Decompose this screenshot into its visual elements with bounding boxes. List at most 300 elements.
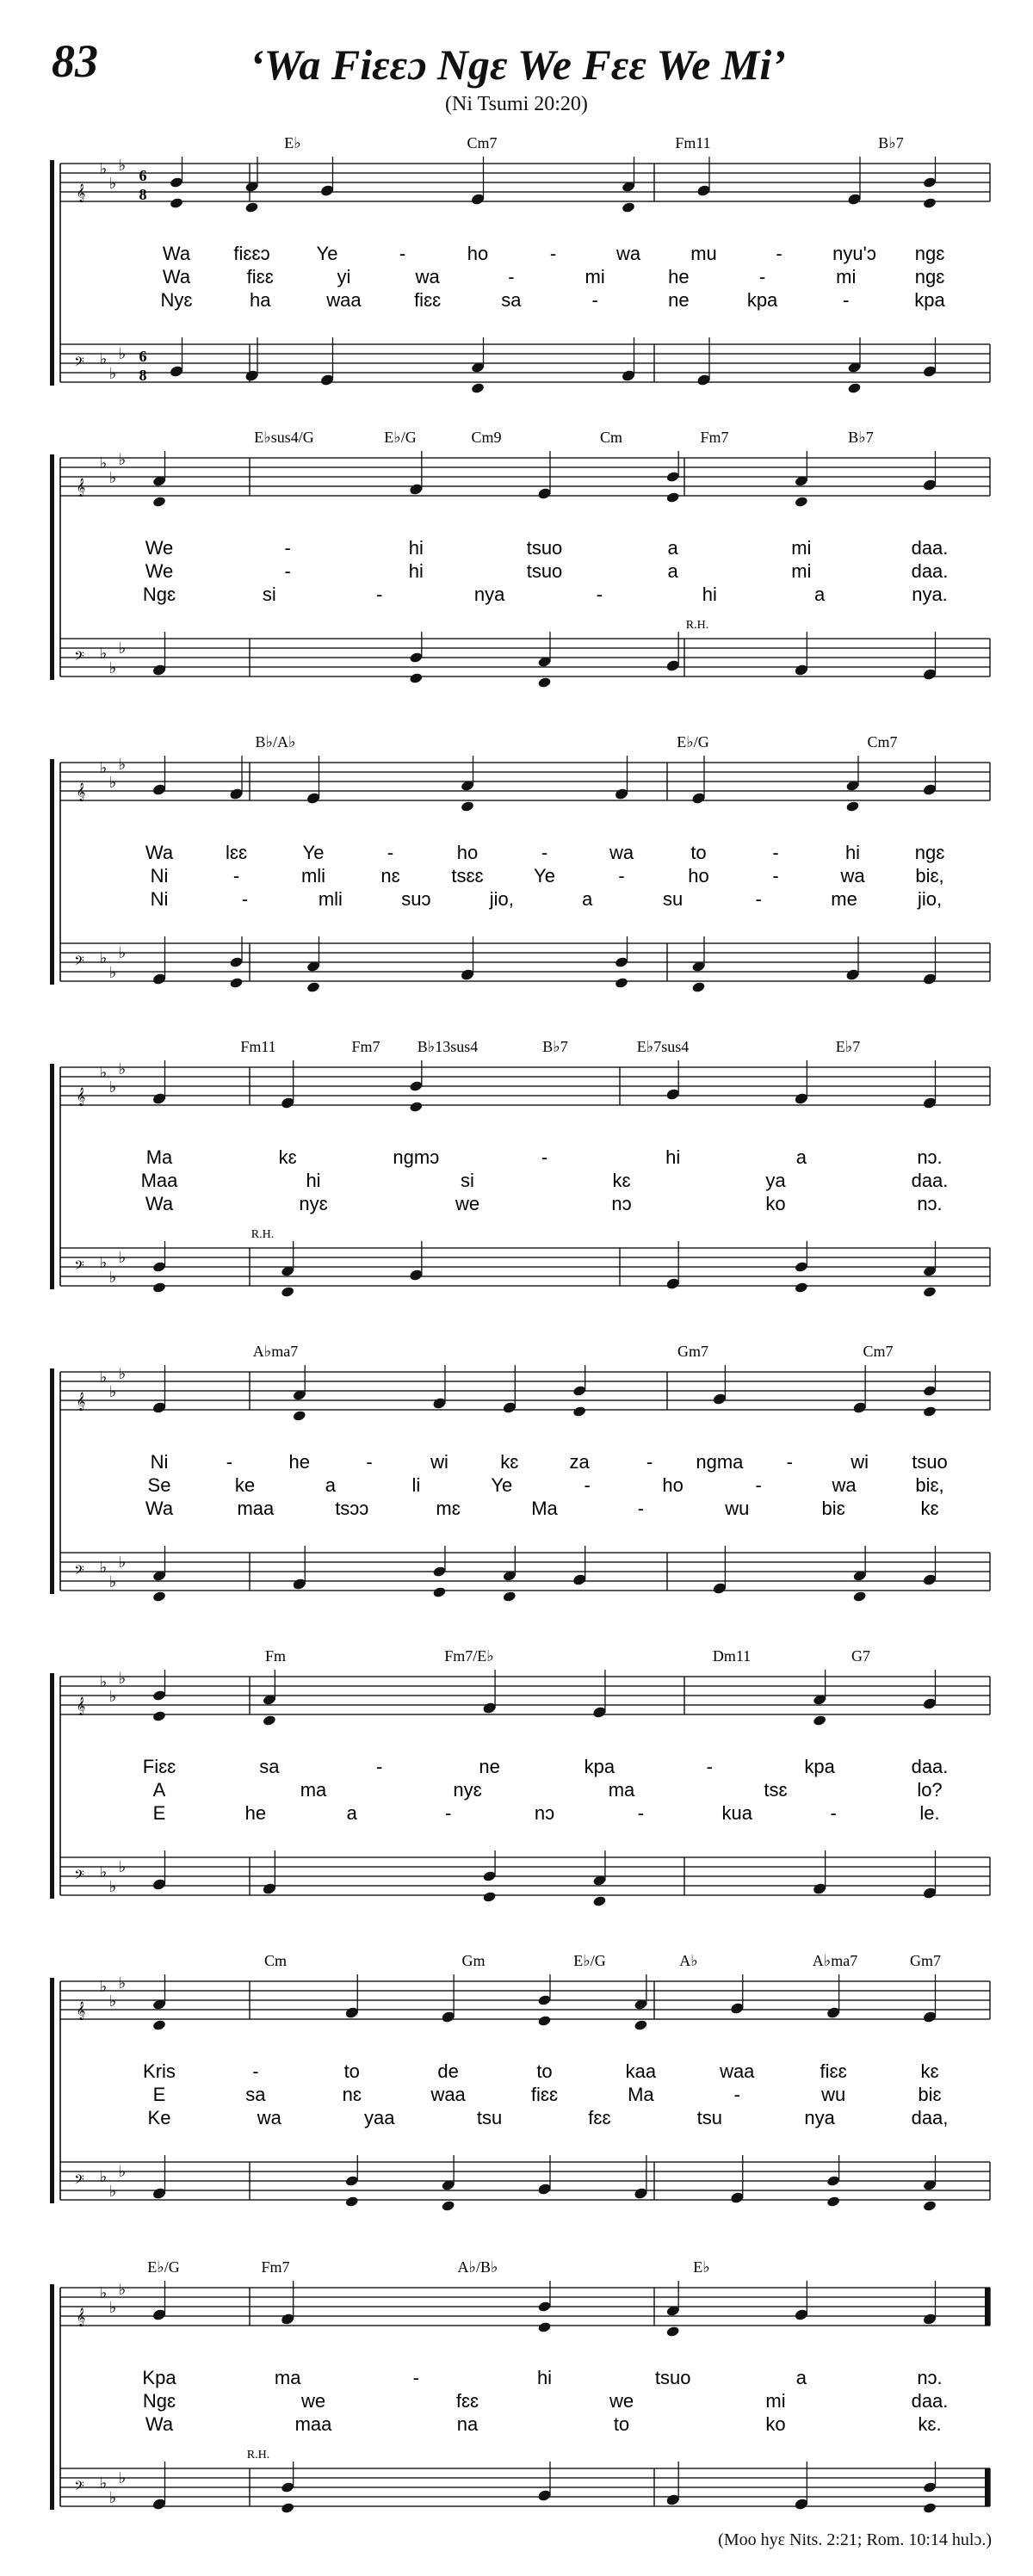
chord-symbol: Fm7/E♭ bbox=[444, 1647, 494, 1665]
notehead bbox=[152, 664, 167, 676]
notehead bbox=[795, 1282, 809, 1294]
lyric-syllable: daa. bbox=[911, 537, 949, 559]
notehead bbox=[152, 2498, 167, 2510]
notehead bbox=[923, 2200, 937, 2212]
lyric-syllable: tsu bbox=[476, 2107, 503, 2128]
chord-symbol: B♭7 bbox=[878, 134, 904, 151]
system-bracket bbox=[50, 1064, 54, 1289]
lyric-syllable: hi bbox=[408, 537, 424, 559]
lyric-syllable: - bbox=[366, 1451, 373, 1473]
lyric-syllable: mi bbox=[791, 560, 812, 582]
lyric-syllable: wa bbox=[615, 243, 641, 264]
lyric-syllable: Ni bbox=[150, 1451, 169, 1473]
lyric-syllable: tsuo bbox=[526, 537, 563, 559]
notehead bbox=[152, 1092, 167, 1104]
lyric-syllable: me bbox=[831, 888, 857, 910]
notehead bbox=[152, 2019, 167, 2031]
lyric-syllable: to bbox=[613, 2413, 630, 2435]
system-6 bbox=[50, 1647, 990, 1907]
notehead bbox=[923, 176, 937, 188]
lyric-syllable: fɛɛ bbox=[455, 2390, 479, 2412]
flat-sign: ♭ bbox=[118, 1249, 127, 1266]
lyric-syllable: biɛ bbox=[821, 1498, 845, 1519]
flat-sign: ♭ bbox=[99, 1254, 108, 1271]
lyric-syllable: daa. bbox=[911, 1170, 949, 1191]
chord-symbol: Dm11 bbox=[712, 1647, 752, 1665]
chord-symbol: E♭ bbox=[284, 134, 301, 151]
notehead bbox=[292, 1578, 306, 1590]
lyric-syllable: tsɛ bbox=[764, 1779, 788, 1801]
lyric-syllable: - bbox=[549, 243, 557, 264]
notehead bbox=[665, 471, 680, 483]
lyric-syllable: nya bbox=[804, 2107, 835, 2128]
lyric-syllable: ho bbox=[456, 842, 479, 863]
lyric-syllable: - bbox=[444, 1802, 452, 1824]
notehead bbox=[482, 1891, 497, 1903]
notehead bbox=[795, 664, 809, 676]
lyric-syllable: kpa bbox=[746, 289, 778, 311]
lyric-syllable: Fiɛɛ bbox=[142, 1756, 176, 1777]
lyric-syllable: biɛ, bbox=[915, 865, 944, 886]
flat-sign: ♭ bbox=[108, 1878, 117, 1895]
lyric-syllable: to bbox=[536, 2060, 553, 2082]
notehead bbox=[572, 1573, 587, 1585]
lyric-syllable: biɛ, bbox=[915, 1474, 944, 1496]
lyric-syllable: - bbox=[830, 1802, 837, 1824]
flat-sign: ♭ bbox=[108, 1383, 117, 1400]
lyric-syllable: kɛ bbox=[278, 1146, 297, 1168]
lyric-syllable: wa bbox=[415, 266, 440, 287]
lyric-syllable: kua bbox=[721, 1802, 752, 1824]
flat-sign: ♭ bbox=[108, 964, 117, 981]
notehead bbox=[795, 496, 809, 508]
lyric-syllable: kɛ. bbox=[918, 2413, 942, 2435]
notehead bbox=[152, 1878, 167, 1890]
notehead bbox=[592, 1706, 607, 1718]
flat-sign: ♭ bbox=[118, 1365, 127, 1382]
notehead bbox=[152, 1261, 167, 1273]
chord-symbol: Fm bbox=[264, 1647, 287, 1665]
lyric-syllable: biɛ bbox=[918, 2084, 942, 2105]
lyric-syllable: E bbox=[152, 1802, 166, 1824]
flat-sign: ♭ bbox=[99, 454, 108, 472]
lyric-syllable: Ma bbox=[628, 2084, 654, 2105]
lyric-syllable: daa, bbox=[911, 2107, 949, 2128]
lyric-syllable: Ye bbox=[491, 1474, 513, 1496]
lyric-syllable: le. bbox=[919, 1802, 940, 1824]
lyric-syllable: Nyɛ bbox=[160, 289, 193, 311]
lyric-syllable: - bbox=[755, 888, 762, 910]
flat-sign: ♭ bbox=[108, 175, 117, 192]
lyric-syllable: Wa bbox=[162, 266, 191, 287]
lyric-syllable: kɛ bbox=[920, 2060, 939, 2082]
notehead bbox=[691, 981, 706, 993]
notehead bbox=[152, 1591, 167, 1603]
lyric-syllable: fɛɛ bbox=[588, 2107, 611, 2128]
chord-symbol: G7 bbox=[851, 1647, 870, 1665]
flat-sign: ♭ bbox=[99, 160, 108, 177]
notehead bbox=[795, 2498, 809, 2510]
lyric-syllable: - bbox=[772, 842, 779, 863]
notehead bbox=[281, 2481, 295, 2493]
notehead bbox=[923, 1286, 937, 1298]
flat-sign: ♭ bbox=[99, 1978, 108, 1995]
lyric-syllable: wu bbox=[725, 1498, 750, 1519]
lyric-syllable: to bbox=[690, 842, 707, 863]
chord-symbol: B♭13sus4 bbox=[417, 1038, 479, 1055]
notehead bbox=[923, 2011, 937, 2023]
flat-sign: ♭ bbox=[118, 345, 127, 362]
chord-symbol: A♭ma7 bbox=[252, 1343, 299, 1360]
chord-symbol: Gm bbox=[461, 1952, 486, 1969]
flat-sign: ♭ bbox=[118, 1554, 127, 1571]
notehead bbox=[923, 1573, 937, 1585]
lyric-syllable: nɔ. bbox=[917, 1146, 943, 1168]
notehead bbox=[923, 1385, 937, 1397]
lyric-syllable: - bbox=[541, 1146, 548, 1168]
treble-clef: 𝄞 bbox=[76, 1088, 86, 1105]
notehead bbox=[263, 1714, 277, 1727]
lyric-syllable: Ye bbox=[302, 842, 325, 863]
lyric-syllable: - bbox=[232, 865, 240, 886]
notehead bbox=[461, 968, 475, 980]
lyric-syllable: fiɛɛ bbox=[530, 2084, 559, 2105]
lyric-syllable: - bbox=[776, 243, 782, 264]
notehead bbox=[170, 365, 184, 377]
chord-symbol: B♭/A♭ bbox=[255, 733, 296, 751]
lyric-syllable: ne bbox=[479, 1756, 500, 1777]
chord-symbol: Cm7 bbox=[863, 1343, 894, 1360]
notehead bbox=[665, 2326, 680, 2338]
notehead bbox=[696, 374, 711, 386]
notehead bbox=[923, 1405, 937, 1418]
notehead bbox=[923, 973, 937, 985]
lyric-syllable: a bbox=[814, 584, 826, 605]
time-signature-bottom: 8 bbox=[139, 186, 147, 203]
flat-sign: ♭ bbox=[99, 949, 108, 967]
lyric-syllable: ne bbox=[668, 289, 690, 311]
lyric-syllable: Ngɛ bbox=[142, 2390, 176, 2412]
notehead bbox=[665, 659, 680, 671]
lyric-syllable: we bbox=[455, 1193, 480, 1214]
notehead bbox=[845, 968, 860, 980]
chord-symbol: Cm7 bbox=[867, 733, 898, 751]
lyric-syllable: - bbox=[387, 842, 394, 863]
lyric-syllable: maa bbox=[237, 1498, 275, 1519]
notehead bbox=[503, 1591, 517, 1603]
flat-sign: ♭ bbox=[108, 1078, 117, 1096]
lyric-syllable: kpa bbox=[584, 1756, 615, 1777]
notehead bbox=[471, 193, 486, 205]
notehead bbox=[432, 1566, 447, 1578]
notehead bbox=[482, 1702, 497, 1714]
lyric-syllable: E bbox=[152, 2084, 166, 2105]
right-hand-marking: R.H. bbox=[246, 2449, 270, 2462]
lyric-syllable: nɛ bbox=[342, 2084, 362, 2105]
notehead bbox=[615, 788, 629, 800]
chord-symbol: B♭7 bbox=[542, 1038, 568, 1055]
flat-sign: ♭ bbox=[118, 1670, 127, 1687]
notehead bbox=[281, 2502, 295, 2514]
lyric-syllable: Maa bbox=[140, 1170, 178, 1191]
flat-sign: ♭ bbox=[99, 1673, 108, 1690]
notehead bbox=[923, 1096, 937, 1109]
notehead bbox=[537, 676, 552, 689]
notehead bbox=[152, 496, 167, 508]
lyric-syllable: kɛ bbox=[500, 1451, 519, 1473]
lyric-syllable: wi bbox=[851, 1451, 869, 1473]
chord-symbol: A♭ bbox=[679, 1952, 698, 1969]
lyric-syllable: jio, bbox=[917, 888, 943, 910]
lyric-syllable: - bbox=[399, 243, 406, 264]
notehead bbox=[845, 800, 860, 812]
flat-sign: ♭ bbox=[108, 1573, 117, 1591]
lyric-syllable: wa bbox=[609, 842, 634, 863]
notehead bbox=[152, 1710, 167, 1722]
chord-symbol: E♭7 bbox=[835, 1038, 861, 1055]
lyric-syllable: - bbox=[637, 1498, 645, 1519]
lyric-syllable: mi bbox=[836, 266, 857, 287]
notehead bbox=[170, 197, 184, 209]
flat-sign: ♭ bbox=[99, 1559, 108, 1576]
chord-symbol: Fm7 bbox=[261, 2258, 290, 2276]
notehead bbox=[826, 2175, 841, 2187]
lyric-syllable: sa bbox=[259, 1756, 280, 1777]
chord-symbol: Cm bbox=[263, 1952, 288, 1969]
bass-clef: 𝄢 bbox=[74, 954, 84, 971]
lyric-syllable: su bbox=[663, 888, 684, 910]
lyric-syllable: na bbox=[456, 2413, 479, 2435]
lyric-syllable: We bbox=[145, 560, 174, 582]
flat-sign: ♭ bbox=[99, 645, 108, 662]
notehead bbox=[152, 1401, 167, 1413]
system-bracket bbox=[50, 454, 54, 680]
notehead bbox=[441, 2200, 455, 2212]
chord-symbol: Gm7 bbox=[677, 1343, 708, 1360]
system-bracket bbox=[50, 1673, 54, 1899]
notehead bbox=[229, 977, 244, 989]
lyric-syllable: - bbox=[646, 1451, 653, 1473]
notehead bbox=[537, 2015, 552, 2027]
lyric-syllable: Ma bbox=[145, 1146, 173, 1168]
lyric-syllable: Ye bbox=[534, 865, 555, 886]
notehead bbox=[923, 479, 937, 491]
notehead bbox=[306, 792, 321, 804]
notehead bbox=[432, 1397, 447, 1409]
notehead bbox=[409, 652, 424, 664]
treble-clef: 𝄞 bbox=[76, 1697, 86, 1714]
lyric-syllable: - bbox=[584, 1474, 591, 1496]
lyric-syllable: jio, bbox=[489, 888, 514, 910]
notehead bbox=[615, 977, 629, 989]
system-1 bbox=[50, 134, 990, 394]
lyric-syllable: kpa bbox=[914, 289, 945, 311]
treble-clef: 𝄞 bbox=[76, 184, 86, 201]
chord-symbol: E♭/G bbox=[147, 2258, 180, 2276]
chord-symbol: Cm bbox=[599, 429, 623, 446]
lyric-syllable: - bbox=[508, 266, 515, 287]
treble-clef: 𝄞 bbox=[76, 2308, 86, 2326]
lyric-syllable: a bbox=[582, 888, 593, 910]
lyric-syllable: waa bbox=[430, 2084, 466, 2105]
notehead bbox=[306, 981, 321, 993]
lyric-syllable: nyɛ bbox=[453, 1779, 482, 1801]
flat-sign: ♭ bbox=[99, 2284, 108, 2301]
notehead bbox=[170, 176, 184, 188]
bass-clef: 𝄢 bbox=[74, 355, 84, 372]
notehead bbox=[923, 1697, 937, 1709]
lyric-syllable: lɛɛ bbox=[225, 842, 248, 863]
notehead bbox=[696, 184, 711, 196]
footer-reference: (Moo hyɛ Nits. 2:21; Rom. 10:14 hulɔ.) bbox=[718, 2530, 992, 2549]
flat-sign: ♭ bbox=[99, 1368, 108, 1386]
lyric-syllable: de bbox=[437, 2060, 459, 2082]
lyric-syllable: wa bbox=[840, 865, 865, 886]
lyric-syllable: hi bbox=[306, 1170, 321, 1191]
time-signature-bottom: 8 bbox=[139, 367, 147, 384]
flat-sign: ♭ bbox=[108, 774, 117, 791]
notehead bbox=[923, 365, 937, 377]
chord-symbol: E♭/G bbox=[677, 733, 709, 751]
lyric-syllable: nɔ bbox=[611, 1193, 632, 1214]
lyric-syllable: - bbox=[591, 289, 598, 311]
notehead bbox=[572, 1385, 587, 1397]
lyric-syllable: hi bbox=[844, 842, 861, 863]
lyric-syllable: Wa bbox=[145, 842, 174, 863]
chord-symbol: Fm7 bbox=[700, 429, 729, 446]
notehead bbox=[263, 1882, 277, 1894]
notehead bbox=[409, 1080, 424, 1092]
lyric-syllable: tsɔɔ bbox=[335, 1498, 369, 1519]
notehead bbox=[537, 1994, 552, 2006]
lyric-syllable: kaa bbox=[625, 2060, 657, 2082]
lyric-syllable: a bbox=[667, 537, 678, 559]
lyric-syllable: hi bbox=[408, 560, 424, 582]
lyric-syllable: wa bbox=[257, 2107, 281, 2128]
lyric-syllable: daa. bbox=[911, 2390, 949, 2412]
bass-clef: 𝄢 bbox=[74, 649, 84, 666]
flat-sign: ♭ bbox=[108, 1688, 117, 1705]
notehead bbox=[281, 1096, 295, 1109]
chord-symbol: A♭ma7 bbox=[812, 1952, 858, 1969]
treble-clef: 𝄞 bbox=[76, 1393, 86, 1410]
notehead bbox=[409, 672, 424, 684]
lyric-syllable: tsuo bbox=[912, 1451, 948, 1473]
lyric-syllable: tsu bbox=[696, 2107, 722, 2128]
lyric-syllable: ko bbox=[765, 2413, 786, 2435]
notehead bbox=[665, 1088, 680, 1100]
system-2 bbox=[50, 429, 990, 689]
right-hand-marking: R.H. bbox=[251, 1228, 275, 1241]
lyric-syllable: lo? bbox=[917, 1779, 943, 1801]
lyric-syllable: mi bbox=[791, 537, 812, 559]
notehead bbox=[244, 369, 259, 381]
chord-symbol: E♭sus4/G bbox=[254, 429, 314, 446]
lyric-syllable: - bbox=[284, 537, 291, 559]
right-hand-marking: R.H. bbox=[685, 619, 709, 632]
lyric-syllable: tsɛɛ bbox=[451, 865, 484, 886]
flat-sign: ♭ bbox=[108, 2183, 117, 2200]
notehead bbox=[615, 956, 629, 968]
bass-clef: 𝄢 bbox=[74, 2172, 84, 2190]
lyric-syllable: Wa bbox=[145, 1193, 174, 1214]
notehead bbox=[409, 1269, 424, 1281]
notehead bbox=[847, 382, 862, 394]
lyric-syllable: fiɛɛɔ bbox=[233, 243, 270, 264]
lyric-syllable: yaa bbox=[363, 2107, 395, 2128]
lyric-syllable: we bbox=[300, 2390, 326, 2412]
system-3 bbox=[50, 733, 990, 993]
lyric-syllable: wi bbox=[430, 1451, 448, 1473]
lyric-syllable: daa. bbox=[911, 1756, 949, 1777]
lyric-syllable: a bbox=[667, 560, 678, 582]
notehead bbox=[537, 2301, 552, 2313]
lyric-syllable: waa bbox=[326, 289, 362, 311]
lyric-syllable: nyu'ɔ bbox=[832, 243, 876, 264]
bass-clef: 𝄢 bbox=[74, 2479, 84, 2496]
notehead bbox=[691, 792, 706, 804]
chord-symbol: E♭ bbox=[693, 2258, 710, 2276]
notehead bbox=[923, 2481, 937, 2493]
notehead bbox=[292, 1410, 306, 1422]
system-7 bbox=[50, 1952, 990, 2212]
system-bracket bbox=[50, 1978, 54, 2203]
flat-sign: ♭ bbox=[99, 350, 108, 368]
notehead bbox=[320, 374, 335, 386]
flat-sign: ♭ bbox=[118, 2469, 127, 2486]
lyric-syllable: - bbox=[376, 584, 383, 605]
lyric-syllable: - bbox=[758, 266, 766, 287]
lyric-syllable: Ni bbox=[150, 865, 169, 886]
lyric-syllable: mu bbox=[690, 243, 717, 264]
lyric-syllable: tsuo bbox=[654, 2367, 691, 2388]
flat-sign: ♭ bbox=[108, 659, 117, 676]
lyric-syllable: - bbox=[733, 2084, 740, 2105]
final-barline bbox=[985, 2468, 990, 2506]
flat-sign: ♭ bbox=[108, 469, 117, 486]
notehead bbox=[152, 2308, 167, 2320]
lyric-syllable: ho bbox=[467, 243, 489, 264]
lyric-syllable: si bbox=[262, 584, 276, 605]
chord-symbol: Gm7 bbox=[910, 1952, 941, 1969]
flat-sign: ♭ bbox=[99, 1064, 108, 1081]
lyric-syllable: nɔ. bbox=[917, 1193, 943, 1214]
lyric-syllable: Ma bbox=[531, 1498, 558, 1519]
time-signature-top: 6 bbox=[139, 167, 147, 184]
lyric-syllable: - bbox=[226, 1451, 233, 1473]
lyric-syllable: ngɛ bbox=[914, 243, 945, 264]
flat-sign: ♭ bbox=[108, 2299, 117, 2316]
lyric-syllable: ko bbox=[765, 1193, 786, 1214]
lyric-syllable: a bbox=[325, 1474, 337, 1496]
flat-sign: ♭ bbox=[118, 2163, 127, 2180]
lyric-syllable: - bbox=[412, 2367, 419, 2388]
lyric-syllable: - bbox=[755, 1474, 762, 1496]
system-8 bbox=[50, 2258, 990, 2514]
notehead bbox=[665, 1277, 680, 1289]
flat-sign: ♭ bbox=[99, 759, 108, 776]
lyric-syllable: kɛ bbox=[612, 1170, 631, 1191]
bass-clef: 𝄢 bbox=[74, 1868, 84, 1885]
system-bracket bbox=[50, 160, 54, 386]
lyric-syllable: a bbox=[795, 2367, 807, 2388]
lyric-syllable: ho bbox=[662, 1474, 684, 1496]
lyric-syllable: he bbox=[668, 266, 690, 287]
lyric-syllable: nya bbox=[473, 584, 505, 605]
chord-symbol: Fm11 bbox=[675, 134, 711, 151]
notehead bbox=[229, 788, 244, 800]
lyric-syllable: Ni bbox=[150, 888, 169, 910]
